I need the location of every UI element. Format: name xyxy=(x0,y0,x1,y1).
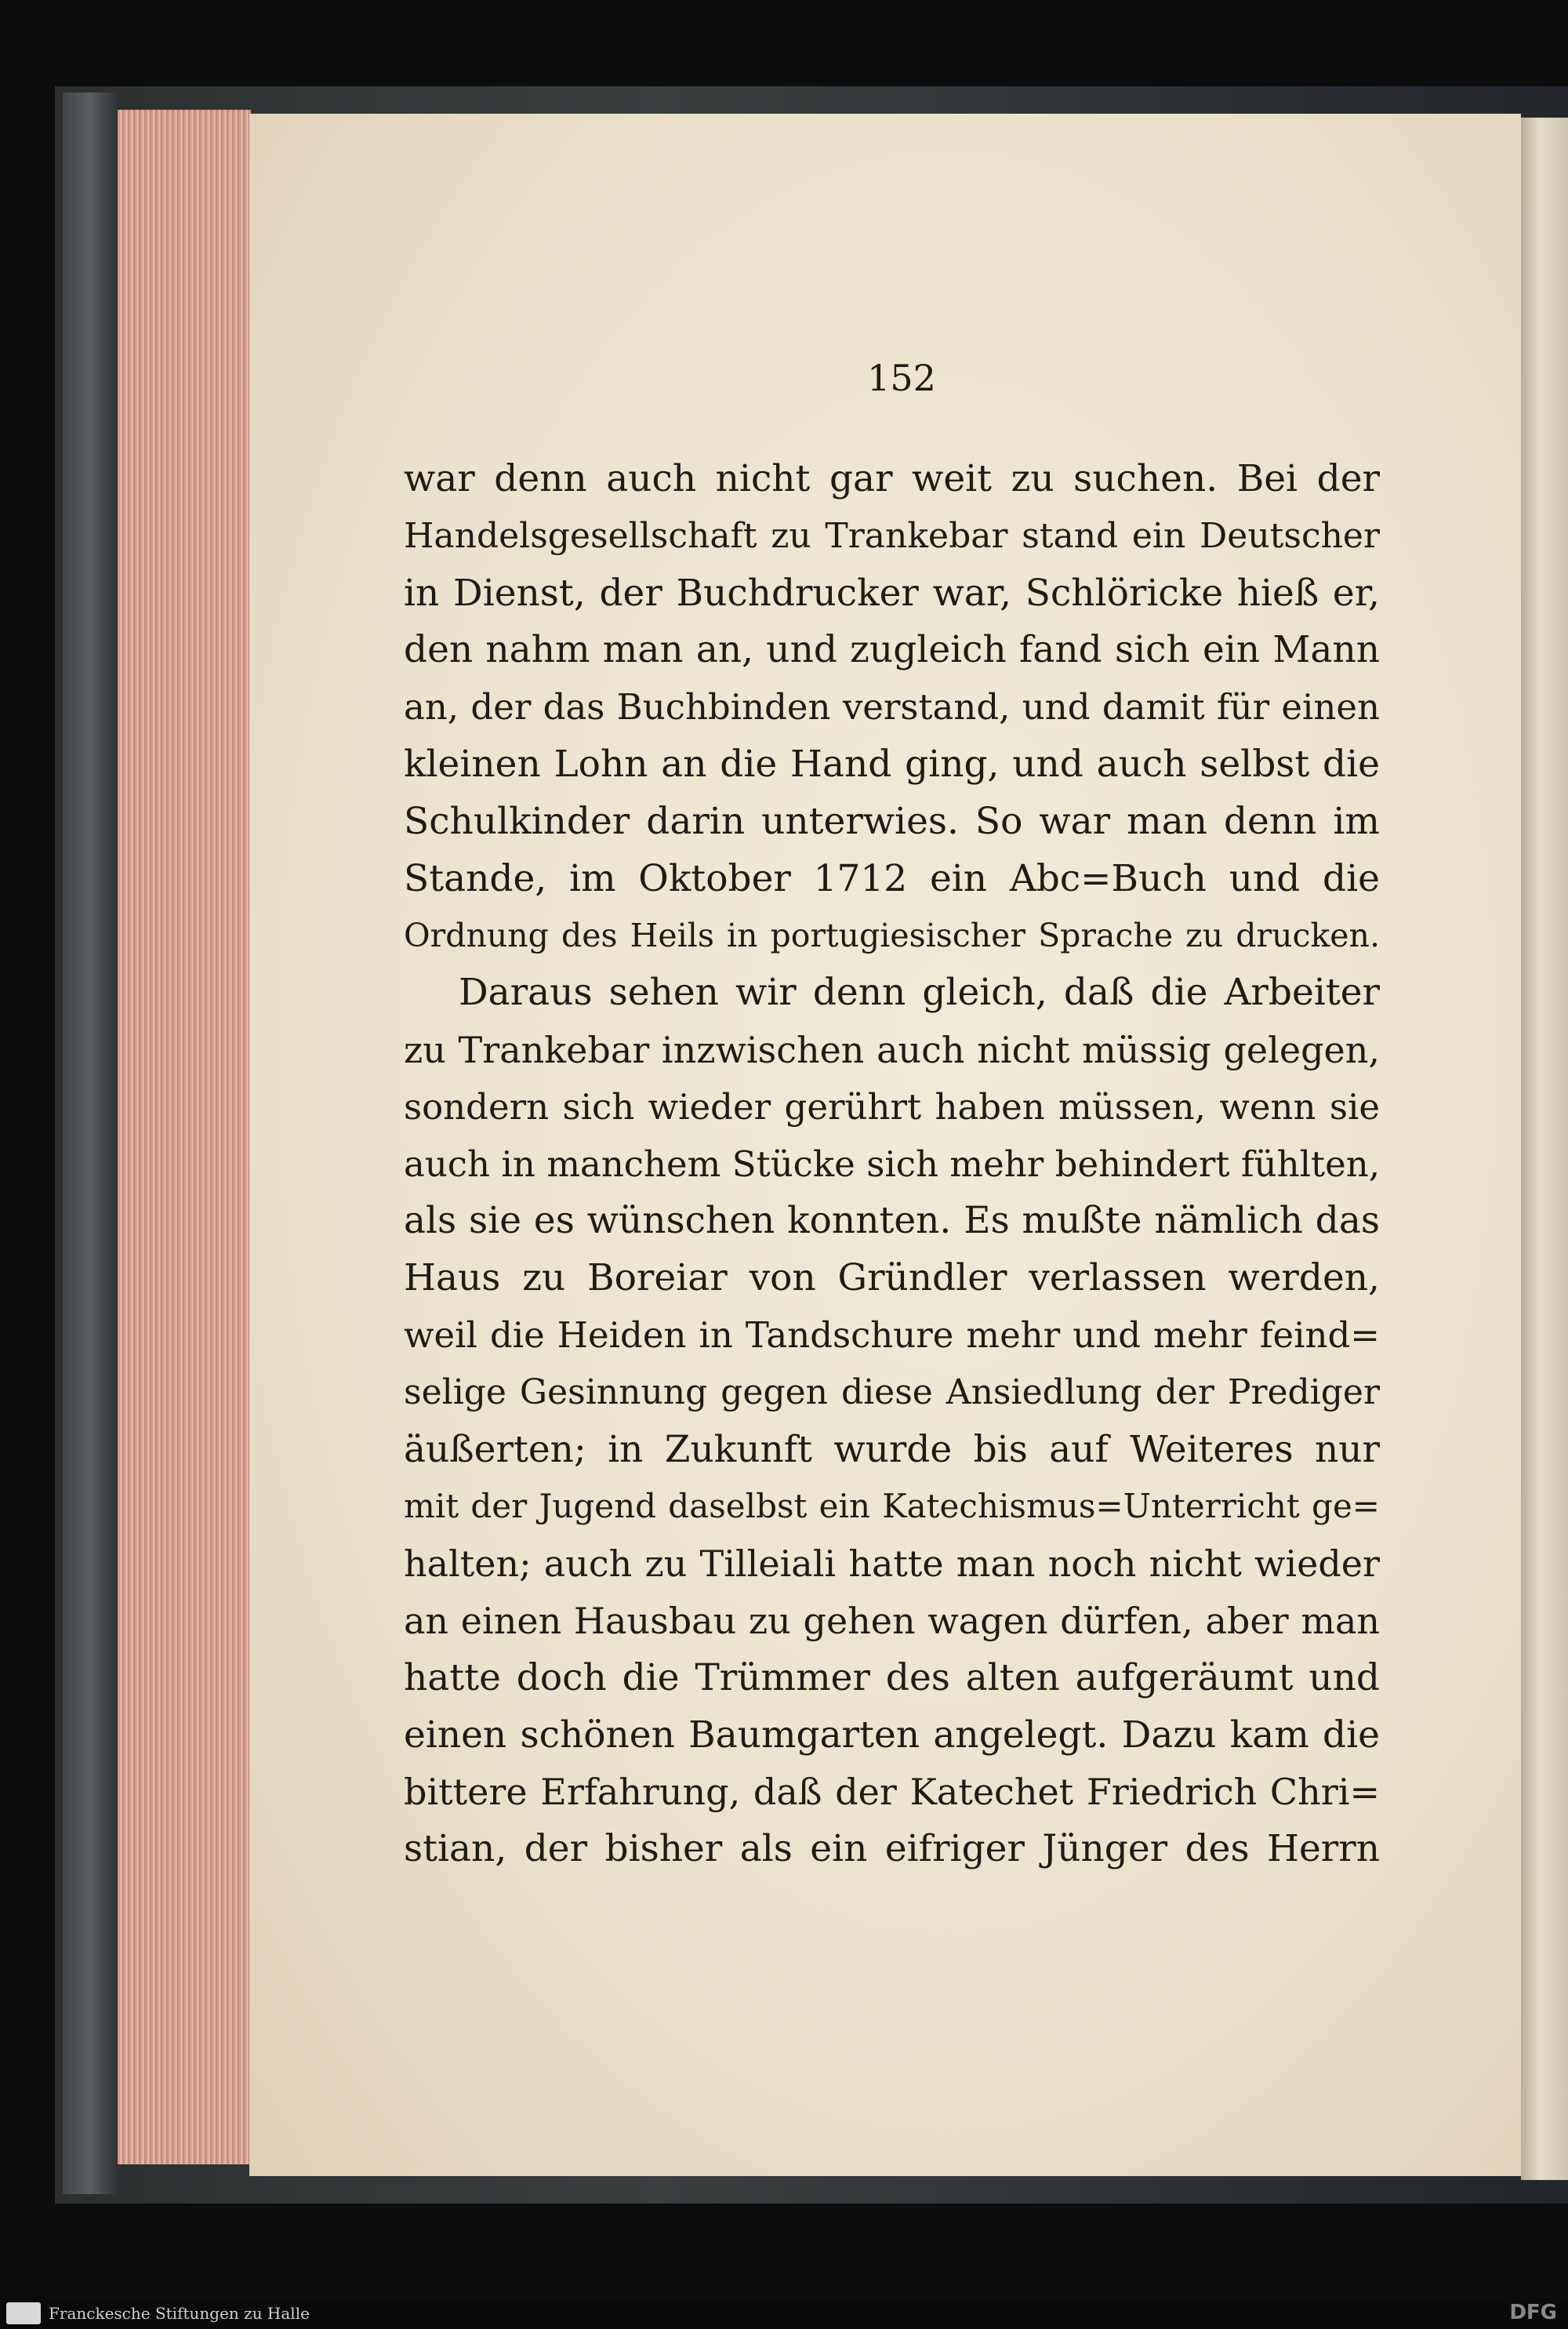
text-line: in Dienst, der Buchdrucker war, Schlöricke hieß er, xyxy=(404,571,1380,615)
text-line: Handelsgesellschaft zu Trankebar stand ein Deutscher xyxy=(404,515,1380,556)
text-line: selige Gesinnung gegen diese Ansiedlung der Prediger xyxy=(404,1372,1380,1412)
text-line: mit der Jugend daselbst ein Katechismus=Unterricht ge= xyxy=(404,1487,1380,1526)
text-line: kleinen Lohn an die Hand ging, und auch selbst die xyxy=(404,742,1380,786)
text-line: auch in manchem Stücke sich mehr behindert fühlten, xyxy=(404,1143,1380,1185)
book-spine-edge xyxy=(63,93,118,2194)
page-number: 152 xyxy=(867,357,936,399)
page-text xyxy=(404,451,1380,1878)
text-line: Stande, im Oktober 1712 ein Abc=Buch und die xyxy=(404,856,1380,900)
text-line: hatte doch die Trümmer des alten aufgeräumt und xyxy=(404,1655,1380,1699)
text-line: zu Trankebar inzwischen auch nicht müssig gelegen, xyxy=(404,1028,1380,1071)
institution-logo-icon xyxy=(6,2302,41,2324)
text-line: sondern sich wieder gerührt haben müssen, wenn sie xyxy=(404,1085,1380,1128)
text-line: den nahm man an, und zugleich fand sich ein Mann xyxy=(404,628,1380,672)
dfg-logo: DFG xyxy=(1509,2301,1557,2324)
institution-label: Franckesche Stiftungen zu Halle xyxy=(49,2304,310,2323)
text-line: halten; auch zu Tilleiali hatte man noch nicht wieder xyxy=(404,1542,1380,1586)
text-line: war denn auch nicht gar weit zu suchen. Bei der xyxy=(404,457,1380,500)
text-line: als sie es wünschen konnten. Es mußte nämlich das xyxy=(404,1199,1380,1243)
text-line: an einen Hausbau zu gehen wagen dürfen, aber man xyxy=(404,1599,1380,1642)
text-line: einen schönen Baumgarten angelegt. Dazu kam die xyxy=(404,1713,1380,1757)
text-line: weil die Heiden in Tandschure mehr und mehr feind= xyxy=(404,1313,1380,1356)
text-line: bittere Erfahrung, daß der Katechet Friedrich Chri= xyxy=(404,1771,1380,1814)
text-line: an, der das Buchbinden verstand, und damit für einen xyxy=(404,686,1380,728)
viewer-footer xyxy=(0,2298,1568,2329)
text-line: stian, der bisher als ein eifriger Jünger des Herrn xyxy=(404,1827,1380,1871)
text-line-paragraph-start: Daraus sehen wir denn gleich, daß die Arbeiter xyxy=(459,971,1380,1015)
page-stack-edge xyxy=(118,110,251,2164)
text-line: Ordnung des Heils in portugiesischer Sprache zu drucken. xyxy=(404,917,1380,955)
text-line: äußerten; in Zukunft wurde bis auf Weiteres nur xyxy=(404,1427,1380,1471)
facing-page-edge xyxy=(1521,118,1568,2180)
text-line: Schulkinder darin unterwies. So war man denn im xyxy=(404,799,1380,843)
text-line: Haus zu Boreiar von Gründler verlassen werden, xyxy=(404,1256,1380,1300)
